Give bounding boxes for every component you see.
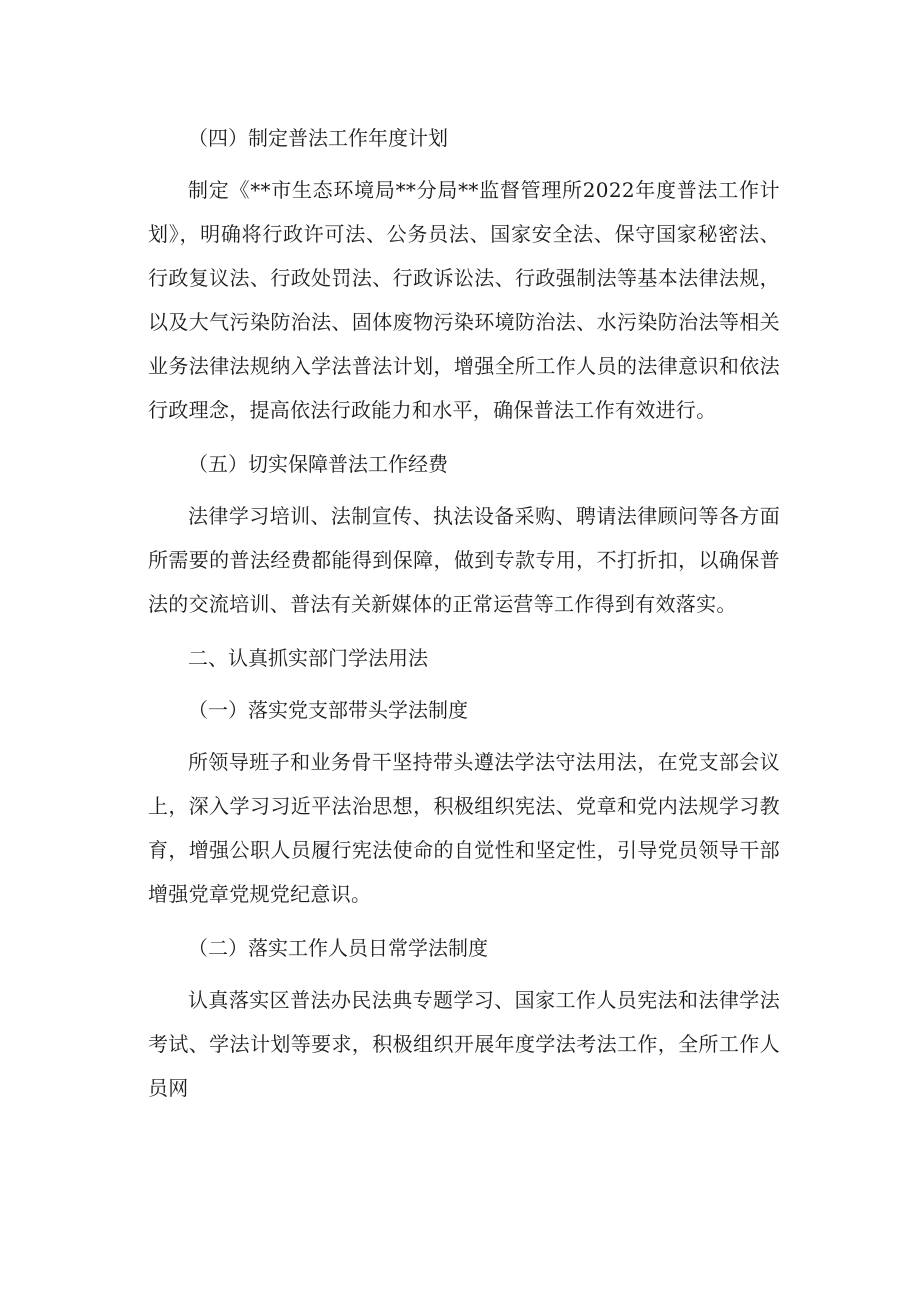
section-heading-4: （四）制定普法工作年度计划	[188, 126, 448, 150]
paragraph-daily-study: 认真落实区普法办民法典专题学习、国家工作人员宪法和法律学法考试、学法计划等要求，积极组织开展年度学法考法工作，全所工作人员网	[148, 988, 780, 1100]
paragraph-funding: 法律学习培训、法制宣传、执法设备采购、聘请法律顾问等各方面所需要的普法经费都能得到保障，做到专款专用，不打折扣，以确保普法的交流培训、普法有关新媒体的正常运营等工作得到有效落实。	[148, 504, 780, 616]
section-heading-2: （二）落实工作人员日常学法制度	[188, 936, 488, 960]
paragraph-party-branch: 所领导班子和业务骨干坚持带头遵法学法守法用法，在党支部会议上，深入学习习近平法治思想，积极组织宪法、党章和党内法规学习教育，增强公职人员履行宪法使命的自觉性和坚定性，引导党员领导干部增强党章党规党纪意识。	[148, 750, 780, 906]
document-body	[148, 112, 780, 1116]
chapter-heading-2: 二、认真抓实部门学法用法	[188, 646, 428, 670]
section-heading-5: （五）切实保障普法工作经费	[188, 452, 448, 476]
section-heading-1: （一）落实党支部带头学法制度	[188, 698, 468, 722]
paragraph-annual-plan: 制定《**市生态环境局**分局**监督管理所2022年度普法工作计划》，明确将行政许可法、公务员法、国家安全法、保守国家秘密法、行政复议法、行政处罚法、行政诉讼法、行政强制法等基本法律法规，以及大气污染防治法、固体废物污染环境防治法、水污染防治法等相关业务法律法规纳入学法普法计划，增强全所工作人员的法律意识和依法行政理念，提高依法行政能力和水平，确保普法工作有效进行。	[148, 178, 780, 422]
